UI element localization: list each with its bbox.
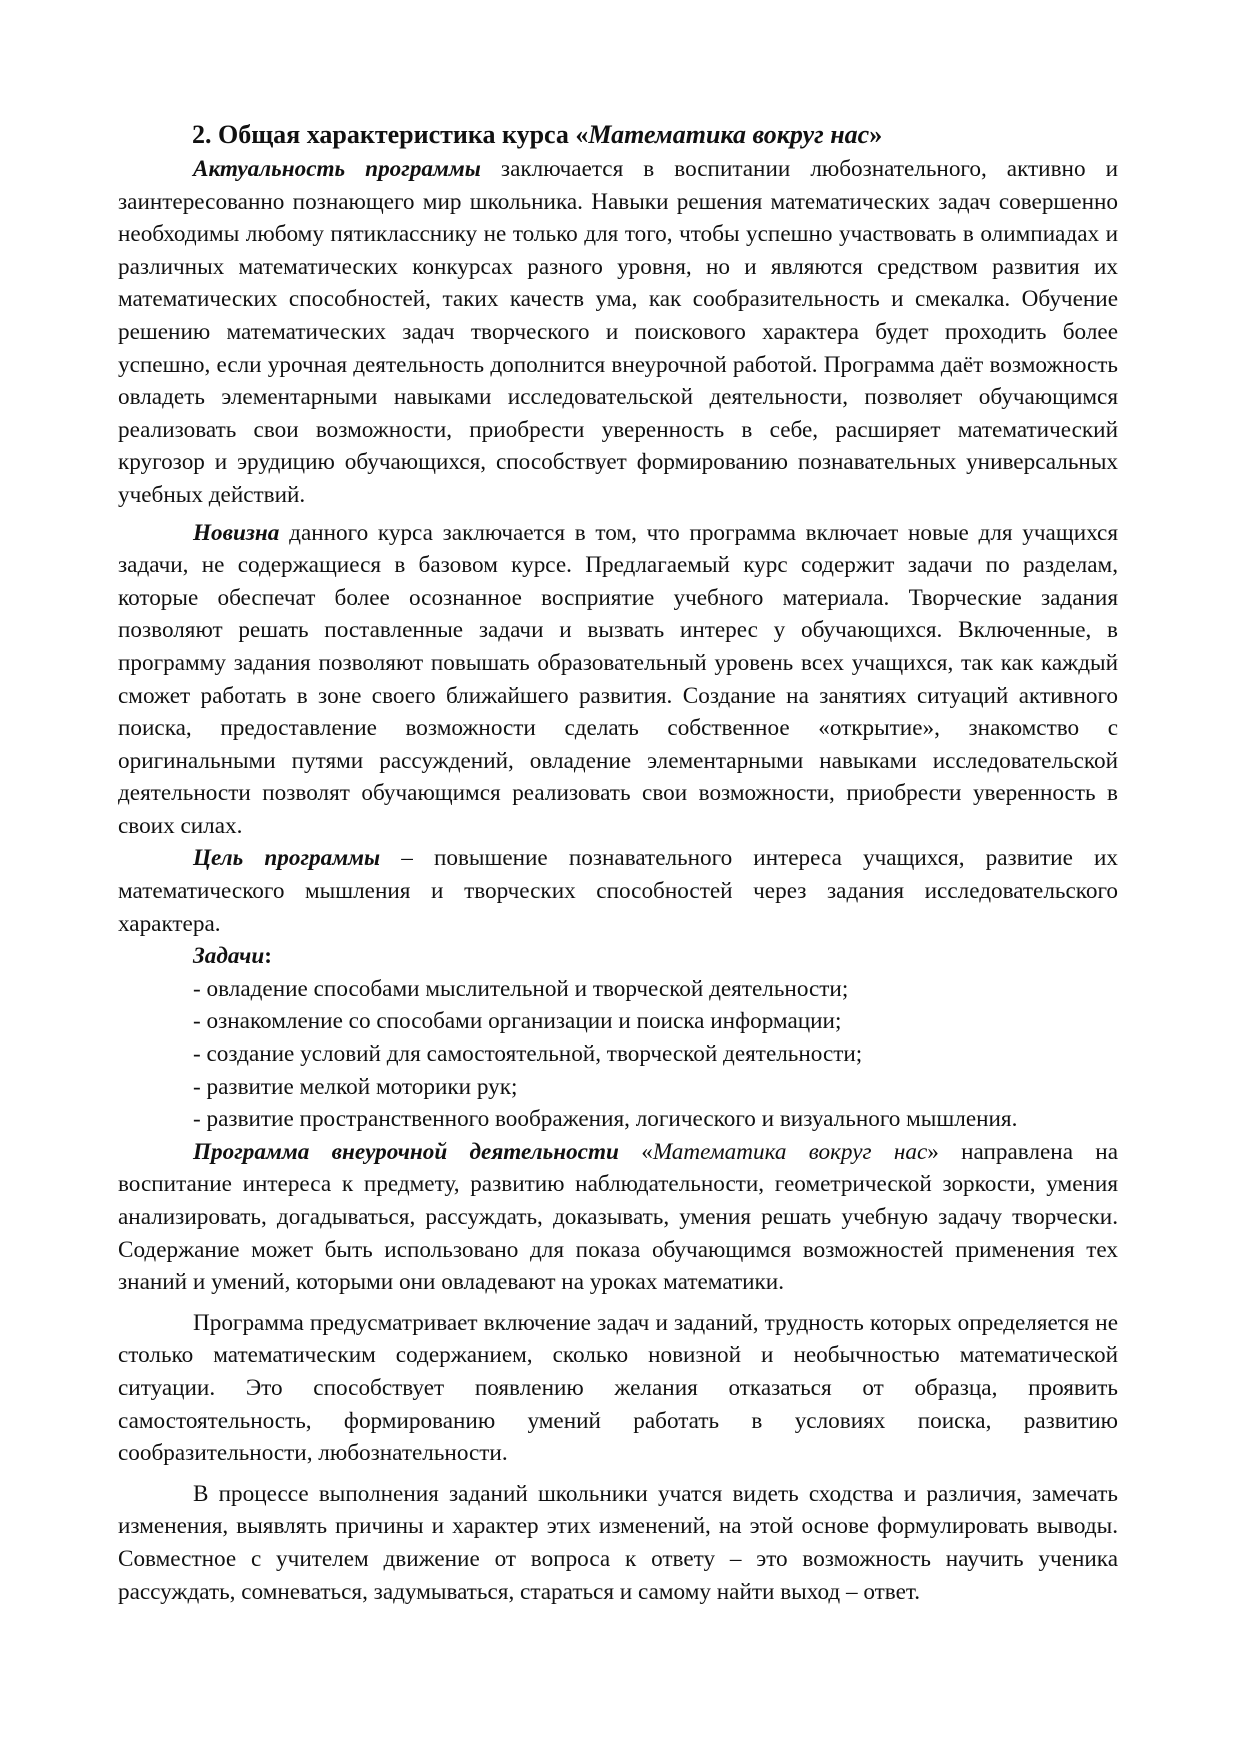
tasks-heading	[118, 940, 1118, 973]
section-title-prefix: 2. Общая характеристика курса «	[192, 120, 589, 149]
paragraph-process: В процессе выполнения заданий школьники учатся видеть сходства и различия, замечать изменения, выявлять причины и характер этих изменений, на этой основе формулировать выводы. Совместное с учителем движение от вопроса к ответу – это возможность научить ученика рассуждать, сомневаться, задумываться, стараться и самому найти выход – ответ.	[118, 1480, 1118, 1605]
paragraph-relevance	[118, 153, 1118, 512]
program-lead: Программа внеурочной деятельности	[193, 1138, 619, 1165]
paragraph-inclusion: Программа предусматривает включение задач и заданий, трудность которых определяется не столько математическим содержанием, сколько новизной и необычностью математической ситуации. Это способствует появлению желания отказаться от образца, проявить самостоятельность, формированию умений работать в условиях поиска, развитию сообразительности, любознательности.	[118, 1309, 1118, 1467]
document-page	[118, 118, 1118, 1608]
relevance-text: заключается в воспитании любознательного, активно и заинтересованно познающего мир школьника. Навыки решения математических задач совершенно необходимы любому пятикласснику не только для того, чтобы успешно участвовать в олимпиадах и различных математических конкурсах разного уровня, но и являются средством развития их математических способностей, таких качеств ума, как сообразительность и смекалка. Обучение решению математических задач творческого и поискового характера будет проходить более успешно, если урочная деятельность дополнится внеурочной работой. Программа даёт возможность овладеть элементарными навыками исследовательской деятельности, позволяет обучающимся реализовать свои возможности, приобрести уверенность в себе, расширяет математический кругозор и эрудицию обучающихся, способствует формированию познавательных универсальных учебных действий.	[118, 156, 1118, 508]
list-item: - создание условий для самостоятельной, творческой деятельности;	[193, 1041, 863, 1068]
course-name: Математика вокруг нас	[588, 120, 870, 149]
list-item: - ознакомление со способами организации и поиска информации;	[193, 1008, 842, 1035]
paragraph-goal	[118, 842, 1118, 940]
tasks-heading-colon: :	[264, 943, 272, 970]
goal-text: – повышение познавательного интереса учащихся, развитие их математического мышления и творческих способностей через задания исследовательского характера.	[118, 845, 1118, 937]
novelty-text: данного курса заключается в том, что программа включает новые для учащихся задачи, не содержащиеся в базовом курсе. Предлагаемый курс содержит задачи по разделам, которые обеспечат более осознанное восприятие учебного материала. Творческие задания позволяют решать поставленные задачи и вызвать интерес у обучающихся. Включенные, в программу задания позволяют повышать образовательный уровень всех учащихся, так как каждый сможет работать в зоне своего ближайшего развития. Создание на занятиях ситуаций активного поиска, предоставление возможности сделать собственное «открытие», знакомство с оригинальными путями рассуждений, овладение элементарными навыками исследовательской деятельности позволят обучающимся реализовать свои возможности, приобрести уверенность в своих силах.	[118, 519, 1118, 839]
program-quote-open: «	[618, 1138, 653, 1165]
goal-lead: Цель программы	[193, 845, 381, 872]
section-title	[118, 118, 1118, 152]
relevance-lead: Актуальность программы	[193, 156, 481, 182]
section-title-suffix: »	[869, 120, 883, 149]
list-item: - развитие пространственного воображения, логического и визуального мышления.	[193, 1106, 1018, 1133]
list-item: - развитие мелкой моторики рук;	[193, 1073, 518, 1100]
tasks-heading-label: Задачи	[193, 943, 265, 970]
novelty-lead: Новизна	[193, 519, 280, 546]
program-course-name: Математика вокруг нас	[652, 1138, 928, 1165]
tasks-list	[118, 973, 1118, 1136]
paragraph-novelty	[118, 517, 1118, 843]
list-item: - овладение способами мыслительной и творческой деятельности;	[193, 975, 849, 1002]
program-text: » направлена на воспитание интереса к предмету, развитию наблюдательности, геометрической зоркости, умения анализировать, догадываться, рассуждать, доказывать, умения решать учебную задачу творчески. Содержание может быть использовано для показа обучающимся возможностей применения тех знаний и умений, которыми они овладевают на уроках математики.	[118, 1138, 1118, 1296]
paragraph-program	[118, 1136, 1118, 1299]
